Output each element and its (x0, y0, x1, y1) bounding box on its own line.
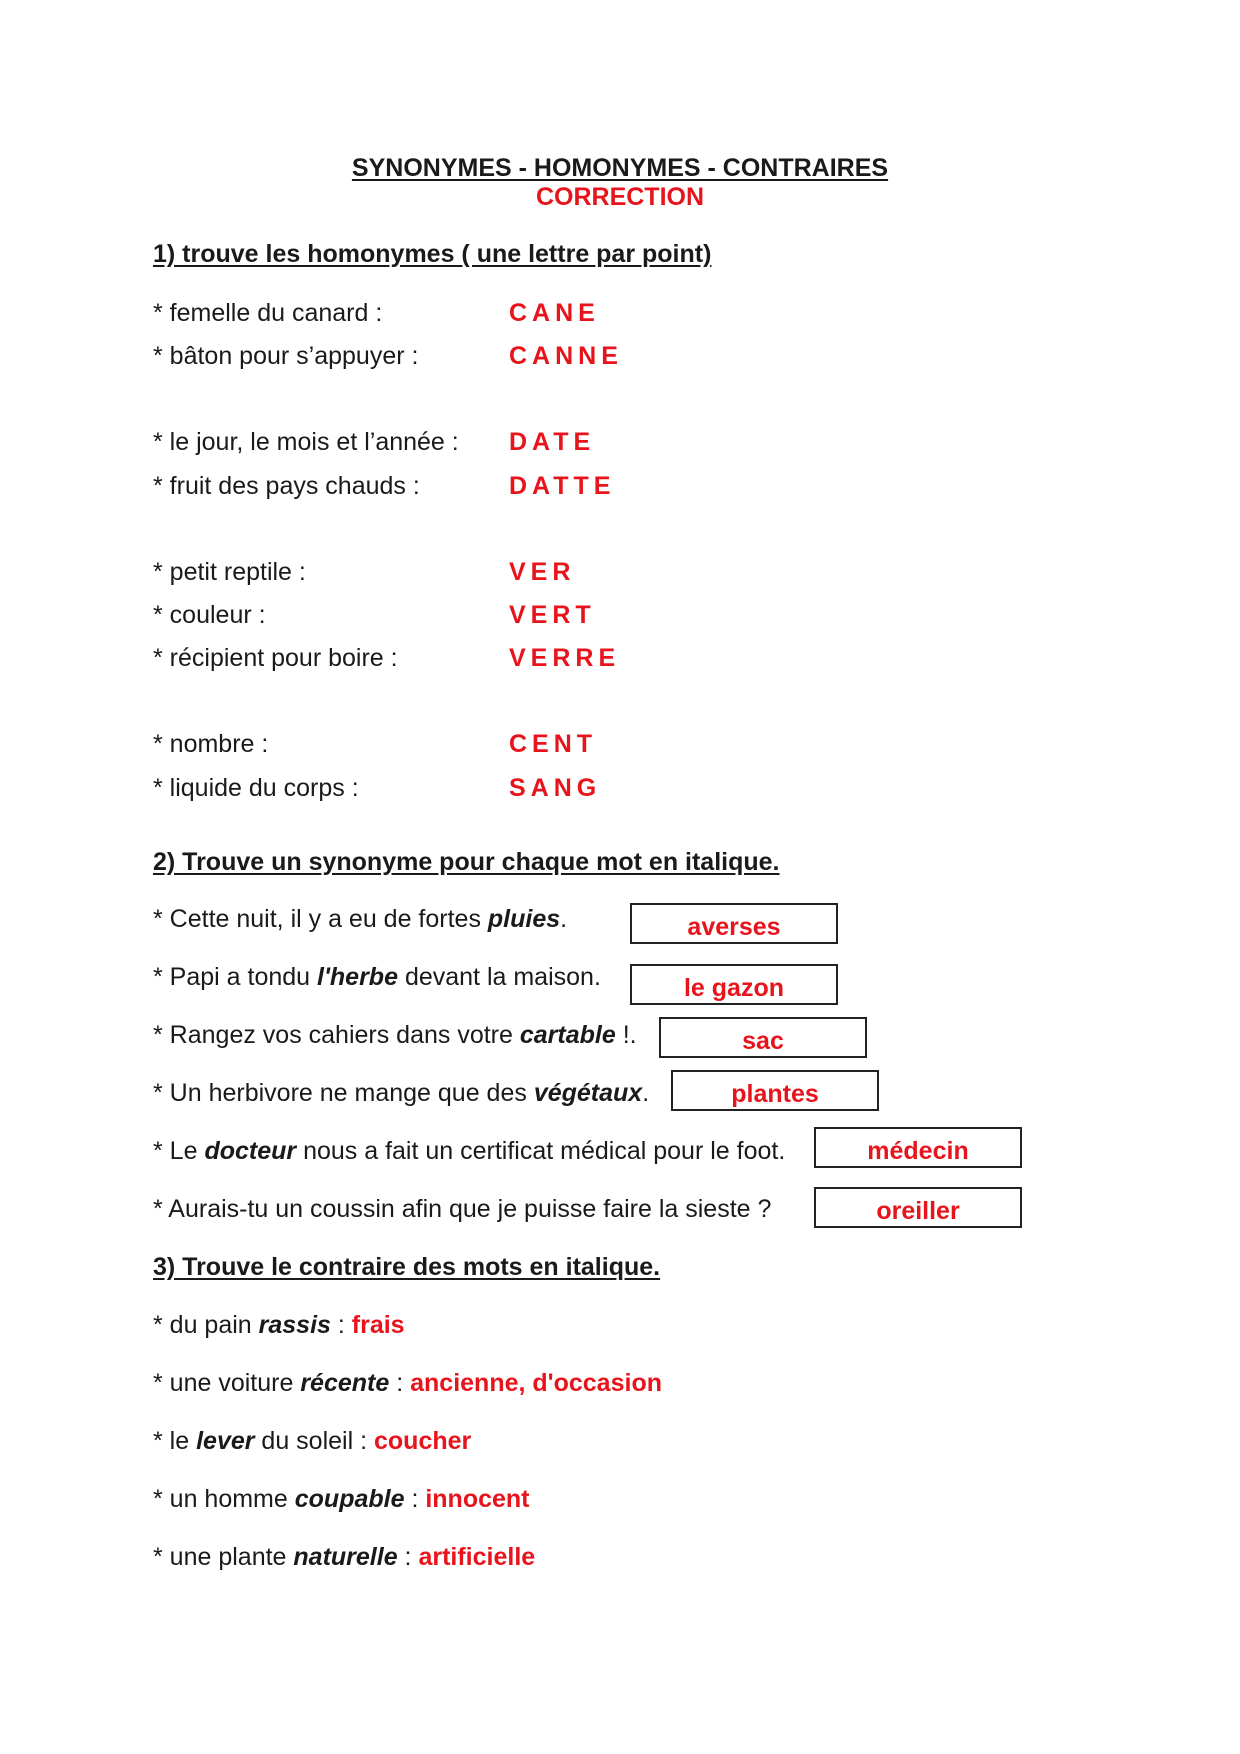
synonym-sentence: * Rangez vos cahiers dans votre cartable !. (153, 1021, 637, 1049)
synonym-sentence: * Aurais-tu un coussin afin que je puisse faire la sieste ? (153, 1195, 772, 1223)
homonym-answer: DATTE (509, 472, 616, 500)
synonym-answer-box: sac (659, 1017, 867, 1058)
homonym-answer: VERRE (509, 644, 621, 672)
homonym-answer: SANG (509, 774, 602, 802)
homonym-prompt: * liquide du corps : (153, 774, 359, 802)
page-subtitle: CORRECTION (535, 183, 705, 211)
section-2-title: 2) Trouve un synonyme pour chaque mot en italique. (153, 848, 780, 876)
synonym-answer-box: averses (630, 903, 838, 944)
homonym-prompt: * récipient pour boire : (153, 644, 398, 672)
synonym-answer-box: plantes (671, 1070, 879, 1111)
italic-word: naturelle (293, 1543, 398, 1571)
italic-word: l'herbe (317, 963, 398, 991)
homonym-prompt: * fruit des pays chauds : (153, 472, 420, 500)
italic-word: végétaux (533, 1079, 643, 1107)
homonym-answer: CENT (509, 730, 598, 758)
synonym-sentence: * Le docteur nous a fait un certificat médical pour le foot. (153, 1137, 786, 1165)
antonym-line: * une voiture récente : ancienne, d'occasion (153, 1369, 662, 1397)
italic-word: rassis (258, 1311, 331, 1339)
homonym-prompt: * couleur : (153, 601, 266, 629)
antonym-line: * du pain rassis : frais (153, 1311, 405, 1339)
homonym-prompt: * bâton pour s’appuyer : (153, 342, 419, 370)
homonym-prompt: * femelle du canard : (153, 299, 383, 327)
homonym-answer: VERT (509, 601, 596, 629)
homonym-prompt: * petit reptile : (153, 558, 306, 586)
antonym-answer: artificielle (418, 1543, 536, 1571)
italic-word: docteur (204, 1137, 297, 1165)
italic-word: lever (196, 1427, 255, 1455)
synonym-answer-box: oreiller (814, 1187, 1022, 1228)
homonym-answer: CANE (509, 299, 600, 327)
italic-word: coupable (294, 1485, 405, 1513)
synonym-sentence: * Cette nuit, il y a eu de fortes pluies. (153, 905, 568, 933)
synonym-answer-box: médecin (814, 1127, 1022, 1168)
synonym-answer-box: le gazon (630, 964, 838, 1005)
section-1-title: 1) trouve les homonymes ( une lettre par point) (153, 240, 712, 268)
antonym-line: * une plante naturelle : artificielle (153, 1543, 536, 1571)
antonym-line: * le lever du soleil : coucher (153, 1427, 472, 1455)
homonym-answer: VER (509, 558, 576, 586)
antonym-answer: coucher (374, 1427, 472, 1455)
italic-word: récente (300, 1369, 390, 1397)
homonym-prompt: * nombre : (153, 730, 269, 758)
antonym-answer: ancienne, d'occasion (410, 1369, 662, 1397)
antonym-line: * un homme coupable : innocent (153, 1485, 530, 1513)
antonym-answer: innocent (425, 1485, 530, 1513)
homonym-prompt: * le jour, le mois et l’année : (153, 428, 459, 456)
italic-word: cartable (519, 1021, 616, 1049)
italic-word: pluies (487, 905, 561, 933)
page-title: SYNONYMES - HOMONYMES - CONTRAIRES (351, 154, 889, 182)
antonym-answer: frais (351, 1311, 405, 1339)
synonym-sentence: * Papi a tondu l'herbe devant la maison. (153, 963, 601, 991)
homonym-answer: DATE (509, 428, 596, 456)
homonym-answer: CANNE (509, 342, 623, 370)
section-3-title: 3) Trouve le contraire des mots en italique. (153, 1253, 661, 1281)
synonym-sentence: * Un herbivore ne mange que des végétaux. (153, 1079, 650, 1107)
